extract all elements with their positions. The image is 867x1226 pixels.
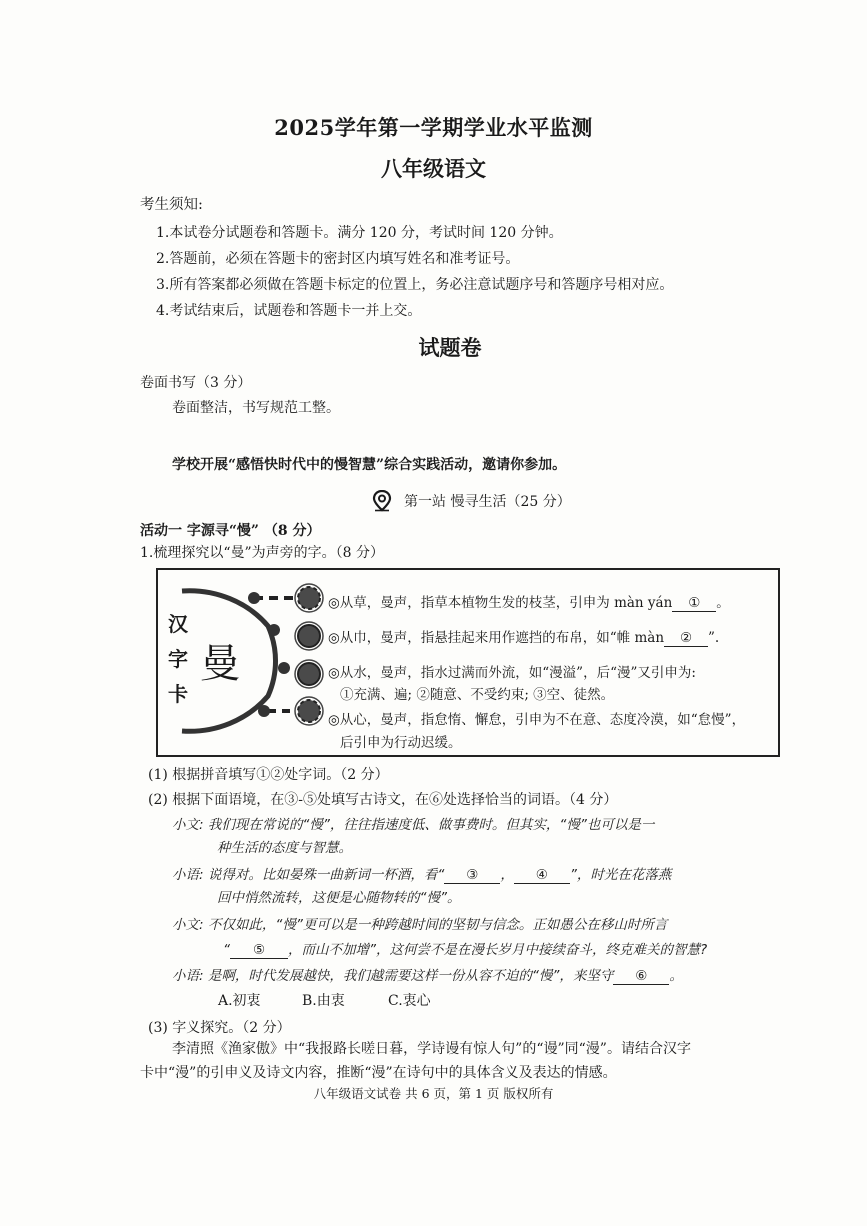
notice-item: 4.考试结束后，试题卷和答题卡一并上交。 — [156, 303, 422, 319]
node-circle — [298, 587, 320, 609]
sub-question-2: (2) 根据下面语境，在③-⑤处填写古诗文，在⑥处选择恰当的词语。（4 分） — [148, 792, 618, 808]
dialogue-line: 种生活的态度与智慧。 — [217, 840, 352, 856]
sub-question-1: (1) 根据拼音填写①②处字词。（2 分） — [148, 767, 389, 783]
handwriting-body: 卷面整洁，书写规范工整。 — [172, 400, 340, 416]
handwriting-heading: 卷面书写（3 分） — [140, 375, 252, 391]
card-side-label: 汉 — [168, 612, 188, 636]
card-line: ①充满、遍; ②随意、不受约束; ③空、徒然。 — [340, 687, 615, 703]
station-label: 第一站 慢寻生活（25 分） — [404, 494, 571, 510]
answer-blank: ① — [672, 595, 716, 612]
dialogue-line: 小语: 说得对。比如晏殊一曲新词一杯酒，看“ ③ ， ④ ”，时光在花落燕 — [172, 867, 672, 883]
notice-item: 1.本试卷分试题卷和答题卡。满分 120 分，考试时间 120 分钟。 — [156, 225, 563, 241]
answer-blank: ② — [664, 630, 708, 647]
node-circle — [298, 700, 320, 722]
activity-intro: 学校开展“感悟快时代中的慢智慧”综合实践活动，邀请你参加。 — [172, 457, 567, 473]
notice-heading: 考生须知: — [140, 197, 203, 213]
location-pin-icon — [372, 490, 392, 512]
answer-blank: ⑤ — [230, 942, 288, 959]
card-line: ◎从心，曼声，指怠惰、懈怠，引申为不在意、态度冷漠，如“怠慢”， — [328, 712, 746, 728]
section-title: 试题卷 — [418, 335, 482, 360]
option-b: B.由衷 — [302, 993, 345, 1009]
card-diagram — [156, 568, 336, 757]
node-circle — [298, 663, 320, 685]
dialogue-line: 小语: 是啊，时代发展越快，我们越需要这样一份从容不迫的“慢”，来坚守 ⑥ 。 — [172, 968, 683, 984]
card-line: 后引申为行动迟缓。 — [340, 735, 462, 751]
answer-blank: ③ — [444, 867, 500, 884]
card-center-char: 曼 — [200, 641, 240, 687]
notice-item: 2.答题前，必须在答题卡的密封区内填写姓名和准考证号。 — [156, 251, 520, 267]
card-side-label: 卡 — [168, 682, 188, 706]
exam-subtitle: 八年级语文 — [381, 156, 486, 181]
answer-blank: ④ — [514, 867, 570, 884]
question-3-body: 李清照《渔家傲》中“我报路长嗟日暮，学诗谩有惊人句”的“谩”同“漫”。请结合汉字 — [172, 1041, 691, 1057]
card-side-label: 字 — [168, 647, 188, 671]
sub-question-3: (3) 字义探究。（2 分） — [148, 1020, 291, 1036]
question-1: 1.梳理探究以“曼”为声旁的字。（8 分） — [140, 545, 385, 561]
option-c: C.衷心 — [388, 993, 431, 1009]
dialogue-line: “ ⑤ ，而山不加增”，这何尝不是在漫长岁月中接续奋斗，终克难关的智慧? — [223, 942, 708, 958]
answer-blank: ⑥ — [613, 968, 669, 985]
dialogue-line: 回中悄然流转，这便是心随物转的“慢”。 — [217, 890, 461, 906]
notice-item: 3.所有答案都必须做在答题卡标定的位置上，务必注意试题序号和答题序号相对应。 — [156, 277, 674, 293]
node-circle — [298, 625, 320, 647]
card-line: ◎从巾，曼声，指悬挂起来用作遮挡的布帛，如“帷 màn ② ”. — [328, 630, 720, 646]
question-3-body: 卡中“漫”的引申义及诗文内容，推断“漫”在诗句中的具体含义及表达的情感。 — [140, 1065, 617, 1081]
activity1-heading: 活动一 字源寻“慢” （8 分） — [140, 523, 321, 539]
exam-title: 2025学年第一学期学业水平监测 — [274, 115, 593, 140]
option-a: A.初衷 — [218, 993, 261, 1009]
page-footer: 八年级语文试卷 共 6 页，第 1 页 版权所有 — [313, 1086, 554, 1101]
station-heading — [372, 490, 571, 512]
card-line: ◎从水，曼声，指水过满而外流，如“漫溢”，后“漫”又引申为: — [328, 665, 696, 681]
dialogue-line: 小文: 我们现在常说的“慢”，往往指速度低、做事费时。但其实，“慢”也可以是一 — [172, 817, 655, 833]
card-line: ◎从草，曼声，指草本植物生发的枝茎，引申为 màn yán ① 。 — [328, 595, 730, 611]
dialogue-line: 小文: 不仅如此，“慢”更可以是一种跨越时间的坚韧与信念。正如愚公在移山时所言 — [172, 917, 668, 933]
